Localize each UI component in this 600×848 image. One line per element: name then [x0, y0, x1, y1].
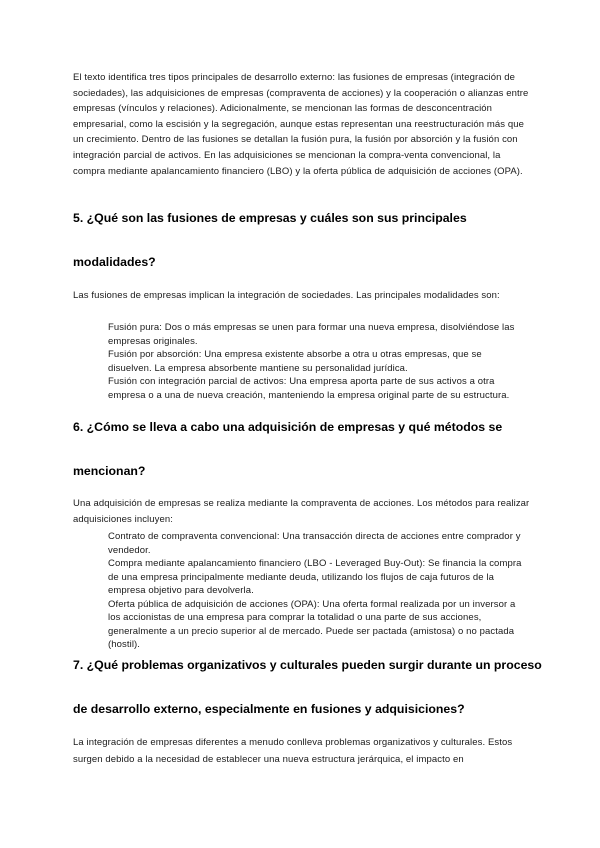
list-item: Fusión pura: Dos o más empresas se unen para formar una nueva empresa, disolviéndose las empresas originales.: [108, 322, 515, 347]
list-item: Oferta pública de adquisición de acciones (OPA): Una oferta formal realizada por un inversor a los accionistas de una empresa para comprar la totalidad o una parte de sus acciones, generalmente a un precio superior al de mercado. Puede ser pactada (amistosa) o no pactada (hostil).: [108, 598, 516, 650]
question-5-heading: 5. ¿Qué son las fusiones de empresas y cuáles son sus principales modalidades?: [73, 211, 467, 269]
question-5-list: [108, 321, 528, 402]
question-6-heading: 6. ¿Cómo se lleva a cabo una adquisición de empresas y qué métodos se mencionan?: [73, 420, 503, 478]
list-item: Fusión por absorción: Una empresa existente absorbe a otra u otras empresas, que se disuelven. La empresa absorbente mantiene su personalidad jurídica.: [108, 349, 482, 374]
intro-paragraph: El texto identifica tres tipos principales de desarrollo externo: las fusiones de empresas (integración de sociedades), las adquisiciones de empresas (compraventa de acciones) y la cooperación o alianzas entre empresas (vínculos y relaciones). Adicionalmente, se mencionan las formas de desconcentración empresarial, como la escisión y la segregación, aunque estas representan una reestructuración más que un crecimiento. Dentro de las fusiones se detallan la fusión pura, la fusión por absorción y la fusión con integración parcial de activos. En las adquisiciones se mencionan la compra-venta convencional, la compra mediante apalancamiento financiero (LBO) y la oferta pública de adquisición de acciones (OPA).: [73, 72, 529, 177]
question-7-answer: La integración de empresas diferentes a menudo conlleva problemas organizativos y culturales. Estos surgen debido a la necesidad de establecer una nueva estructura jerárquica, el impacto en: [73, 737, 513, 765]
list-item: Contrato de compraventa convencional: Una transacción directa de acciones entre comprador y vendedor.: [108, 531, 521, 556]
question-6-list: [108, 530, 528, 652]
question-7-heading: 7. ¿Qué problemas organizativos y culturales pueden surgir durante un proceso de desarrollo externo, especialmente en fusiones y adquisiciones?: [73, 658, 542, 716]
question-6-answer: Una adquisición de empresas se realiza mediante la compraventa de acciones. Los métodos para realizar adquisiciones incluyen:: [73, 498, 530, 525]
question-5-answer: Las fusiones de empresas implican la integración de sociedades. Las principales modalidades son:: [73, 290, 500, 301]
list-item: Compra mediante apalancamiento financiero (LBO - Leveraged Buy-Out): Se financia la compra de una empresa principalmente mediante deuda, utilizando los flujos de caja futuros de la empresa objetivo para devolverla.: [108, 558, 522, 596]
list-item: Fusión con integración parcial de activos: Una empresa aporta parte de sus activos a otra empresa o a una de nueva creación, manteniendo la empresa original parte de su estructura.: [108, 376, 510, 401]
